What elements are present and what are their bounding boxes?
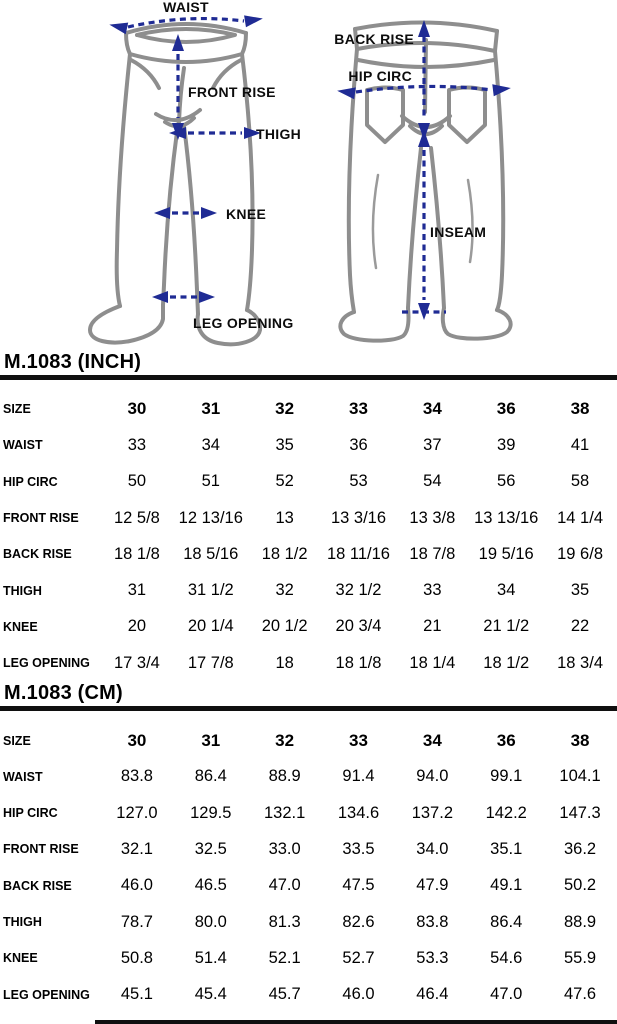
value-cell: 41 <box>570 435 590 454</box>
row-label-waist: WAIST <box>3 769 43 784</box>
table-row-knee <box>0 609 617 645</box>
value-cell: 78.7 <box>120 912 153 931</box>
value-cell: 13 <box>275 508 294 527</box>
back-rise-label: BACK RISE <box>334 31 414 47</box>
value-cell: 94.0 <box>416 767 449 786</box>
size-header-cell: 38 <box>570 399 590 419</box>
value-cell: 86.4 <box>194 767 227 786</box>
value-cell: 18 1/4 <box>409 653 456 672</box>
value-cell: 46.5 <box>194 876 227 895</box>
value-cell: 58 <box>570 472 590 491</box>
value-cell: 18 <box>275 653 294 672</box>
value-cell: 45.4 <box>194 985 227 1004</box>
knee-arrow <box>154 207 217 219</box>
value-cell: 36 <box>349 435 368 454</box>
value-cell: 52.1 <box>268 948 301 967</box>
row-label-knee: KNEE <box>3 951 38 966</box>
value-cell: 35.1 <box>490 839 523 858</box>
value-cell: 53.3 <box>416 948 449 967</box>
size-header-cell: 32 <box>275 730 295 750</box>
value-cell: 45.1 <box>120 985 153 1004</box>
table-row-knee <box>0 940 617 976</box>
inch-table-title: M.1083 (INCH) <box>4 351 142 373</box>
value-cell: 20 <box>127 617 147 636</box>
value-cell: 80.0 <box>194 912 227 931</box>
size-header-cell: 31 <box>201 399 221 419</box>
value-cell: 86.4 <box>490 912 523 931</box>
value-cell: 18 1/2 <box>261 544 308 563</box>
value-cell: 104.1 <box>559 767 601 786</box>
row-label-size: SIZE <box>3 402 31 417</box>
value-cell: 47.6 <box>564 985 597 1004</box>
value-cell: 35 <box>275 435 294 454</box>
value-cell: 82.6 <box>342 912 375 931</box>
value-cell: 12 5/8 <box>113 508 160 527</box>
table-row-size <box>0 722 617 758</box>
value-cell: 12 13/16 <box>178 508 243 527</box>
value-cell: 31 <box>127 581 147 600</box>
value-cell: 22 <box>570 617 590 636</box>
value-cell: 88.9 <box>564 912 597 931</box>
value-cell: 32.5 <box>194 839 227 858</box>
row-label-waist: WAIST <box>3 438 43 453</box>
value-cell: 34 <box>497 581 516 600</box>
value-cell: 17 3/4 <box>113 653 160 672</box>
value-cell: 20 1/2 <box>261 617 308 636</box>
value-cell: 134.6 <box>337 803 380 822</box>
knee-label: KNEE <box>226 206 267 222</box>
value-cell: 81.3 <box>268 912 301 931</box>
row-label-hip-circ: HIP CIRC <box>3 806 58 821</box>
size-header-cell: 33 <box>349 730 368 750</box>
value-cell: 52.7 <box>342 948 375 967</box>
value-cell: 18 1/8 <box>113 544 160 563</box>
pants-diagram-svg <box>0 0 617 350</box>
value-cell: 18 3/4 <box>557 653 603 672</box>
table-row-hip-circ <box>0 464 617 500</box>
front-rise-label: FRONT RISE <box>188 84 276 100</box>
value-cell: 32 <box>275 581 294 600</box>
value-cell: 39 <box>497 435 516 454</box>
inch-size-table-section <box>0 350 617 681</box>
value-cell: 32.1 <box>120 839 153 858</box>
value-cell: 18 1/2 <box>483 653 530 672</box>
row-label-back-rise: BACK RISE <box>3 878 72 893</box>
value-cell: 13 3/16 <box>330 508 387 527</box>
value-cell: 35 <box>570 581 590 600</box>
value-cell: 18 1/8 <box>335 653 382 672</box>
value-cell: 99.1 <box>490 767 523 786</box>
size-header-cell: 34 <box>422 730 442 750</box>
table-row-hip-circ <box>0 795 617 831</box>
row-label-thigh: THIGH <box>3 915 42 929</box>
value-cell: 83.8 <box>120 767 153 786</box>
cm-size-table <box>0 711 617 1012</box>
value-cell: 137.2 <box>411 803 453 822</box>
value-cell: 20 1/4 <box>187 617 234 636</box>
value-cell: 54.6 <box>490 948 523 967</box>
pants-measurement-diagram <box>0 0 617 350</box>
table-row-size <box>0 391 617 427</box>
cm-size-table-section <box>0 681 617 1012</box>
table-row-front-rise <box>0 500 617 536</box>
value-cell: 127.0 <box>116 803 158 822</box>
back-rise-arrow <box>418 20 430 140</box>
value-cell: 50 <box>127 472 147 491</box>
size-header-cell: 34 <box>422 399 442 419</box>
table-row-front-rise <box>0 831 617 867</box>
value-cell: 34 <box>201 435 220 454</box>
size-header-cell: 33 <box>349 399 368 419</box>
value-cell: 18 11/16 <box>326 544 390 563</box>
value-cell: 91.4 <box>342 767 375 786</box>
value-cell: 147.3 <box>559 803 601 822</box>
value-cell: 132.1 <box>263 803 306 822</box>
value-cell: 53 <box>349 472 368 491</box>
value-cell: 33 <box>127 435 147 454</box>
value-cell: 19 5/16 <box>478 544 534 563</box>
value-cell: 36.2 <box>564 839 597 858</box>
value-cell: 46.0 <box>120 876 153 895</box>
value-cell: 50.8 <box>120 948 153 967</box>
row-label-back-rise: BACK RISE <box>3 547 72 562</box>
value-cell: 83.8 <box>416 912 449 931</box>
table-row-thigh <box>0 572 617 608</box>
value-cell: 55.9 <box>564 948 597 967</box>
waist-label: WAIST <box>163 0 209 15</box>
inseam-label: INSEAM <box>430 224 487 240</box>
value-cell: 46.0 <box>342 985 375 1004</box>
size-header-cell: 31 <box>201 730 221 750</box>
value-cell: 49.1 <box>490 876 523 895</box>
hip-circ-label: HIP CIRC <box>348 68 412 84</box>
row-label-size: SIZE <box>3 733 31 748</box>
value-cell: 47.0 <box>268 876 301 895</box>
row-label-front-rise: FRONT RISE <box>3 511 79 526</box>
size-header-cell: 38 <box>570 730 590 750</box>
table-row-leg-opening <box>0 645 617 681</box>
value-cell: 21 1/2 <box>483 617 530 636</box>
thigh-label: THIGH <box>256 126 302 142</box>
size-header-cell: 30 <box>127 399 147 419</box>
cm-table-title: M.1083 (CM) <box>4 682 123 705</box>
value-cell: 142.2 <box>485 803 527 822</box>
row-label-hip-circ: HIP CIRC <box>3 474 58 489</box>
inch-size-table <box>0 380 617 681</box>
value-cell: 33.0 <box>268 839 301 858</box>
row-label-leg-opening: LEG OPENING <box>3 987 90 1002</box>
value-cell: 54 <box>423 472 442 491</box>
value-cell: 19 6/8 <box>557 544 603 563</box>
bottom-partial-divider <box>95 1020 617 1024</box>
thigh-arrow <box>169 127 261 139</box>
value-cell: 21 <box>423 617 442 636</box>
table-row-leg-opening <box>0 976 617 1012</box>
value-cell: 31 1/2 <box>187 581 234 600</box>
value-cell: 47.0 <box>490 985 523 1004</box>
value-cell: 46.4 <box>416 985 449 1004</box>
value-cell: 45.7 <box>268 985 301 1004</box>
value-cell: 13 13/16 <box>474 508 539 527</box>
leg-opening-label: LEG OPENING <box>193 315 294 331</box>
value-cell: 32 1/2 <box>335 581 382 600</box>
value-cell: 47.9 <box>416 876 449 895</box>
size-header-cell: 36 <box>496 730 516 750</box>
table-row-thigh <box>0 904 617 940</box>
value-cell: 50.2 <box>564 876 597 895</box>
value-cell: 47.5 <box>342 876 375 895</box>
value-cell: 18 5/16 <box>183 544 239 563</box>
value-cell: 34.0 <box>416 839 449 858</box>
table-row-waist <box>0 759 617 795</box>
size-header-cell: 30 <box>127 730 147 750</box>
value-cell: 20 3/4 <box>335 617 382 636</box>
value-cell: 13 3/8 <box>409 508 456 527</box>
table-row-back-rise <box>0 536 617 572</box>
value-cell: 33 <box>423 581 442 600</box>
value-cell: 18 7/8 <box>409 544 456 563</box>
value-cell: 37 <box>423 435 442 454</box>
row-label-leg-opening: LEG OPENING <box>3 656 90 671</box>
row-label-knee: KNEE <box>3 619 38 634</box>
row-label-front-rise: FRONT RISE <box>3 842 79 857</box>
value-cell: 56 <box>497 472 516 491</box>
value-cell: 52 <box>275 472 294 491</box>
value-cell: 51 <box>201 472 220 491</box>
size-header-cell: 36 <box>496 399 516 419</box>
size-header-cell: 32 <box>275 399 295 419</box>
value-cell: 51.4 <box>194 948 227 967</box>
table-row-back-rise <box>0 868 617 904</box>
value-cell: 17 7/8 <box>187 653 234 672</box>
value-cell: 33.5 <box>342 839 375 858</box>
value-cell: 129.5 <box>190 803 232 822</box>
row-label-thigh: THIGH <box>3 583 42 598</box>
table-row-waist <box>0 427 617 463</box>
value-cell: 88.9 <box>268 767 301 786</box>
value-cell: 14 1/4 <box>557 508 603 527</box>
